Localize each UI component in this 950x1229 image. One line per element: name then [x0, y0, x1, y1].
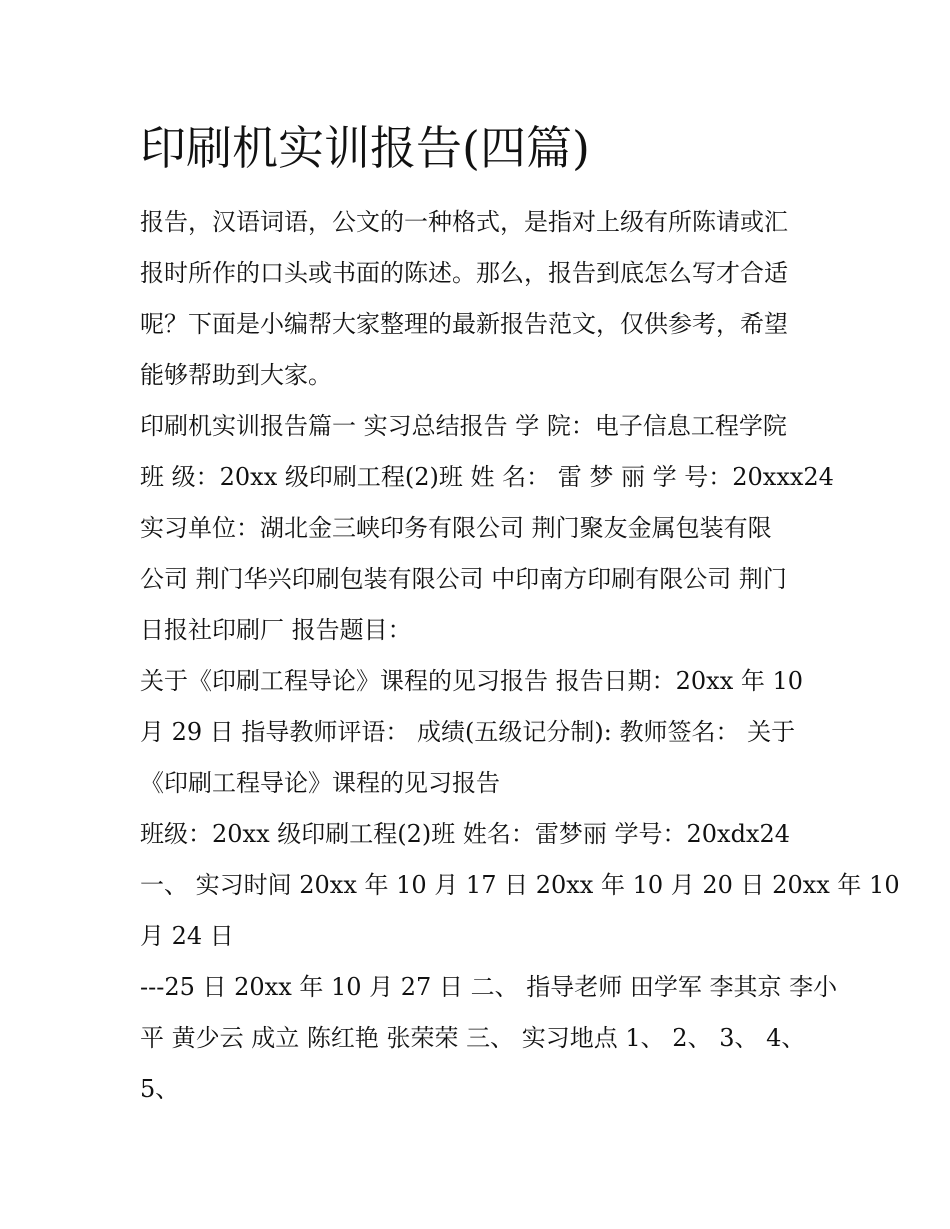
paragraph-line: 实习单位：湖北金三峡印务有限公司 荆门聚友金属包装有限 — [140, 514, 772, 542]
paragraph-line: 月 24 日 — [140, 922, 234, 950]
document-title: 印刷机实训报告(四篇) — [140, 121, 590, 175]
paragraph-line: 关于《印刷工程导论》课程的见习报告 报告日期：20xx 年 10 — [140, 667, 804, 695]
paragraph-line: 公司 荆门华兴印刷包装有限公司 中印南方印刷有限公司 荆门 — [140, 565, 787, 593]
paragraph-line: 印刷机实训报告篇一 实习总结报告 学 院：电子信息工程学院 — [140, 412, 787, 440]
paragraph-line: 能够帮助到大家。 — [140, 361, 332, 389]
paragraph-line: 《印刷工程导论》课程的见习报告 — [140, 769, 500, 797]
paragraph-line: 日报社印刷厂 报告题目： — [140, 616, 412, 644]
paragraph-line: 报时所作的口头或书面的陈述。那么，报告到底怎么写才合适 — [140, 259, 788, 287]
paragraph-line: 一、 实习时间 20xx 年 10 月 17 日 20xx 年 10 月 20 日 20xx 年 10 — [140, 871, 900, 899]
paragraph-line: 平 黄少云 成立 陈红艳 张荣荣 三、 实习地点 1、 2、 3、 4、 — [140, 1024, 806, 1052]
paragraph-line: 5、 — [140, 1075, 180, 1103]
paragraph-line: 班级：20xx 级印刷工程(2)班 姓名：雷梦丽 学号：20xdx24 — [140, 820, 791, 848]
paragraph-line: ---25 日 20xx 年 10 月 27 日 二、 指导老师 田学军 李其京 李小 — [140, 973, 838, 1001]
paragraph-line: 呢？下面是小编帮大家整理的最新报告范文，仅供参考，希望 — [140, 310, 788, 338]
paragraph-line: 月 29 日 指导教师评语： 成绩(五级记分制): 教师签名： 关于 — [140, 718, 796, 746]
paragraph-line: 报告，汉语词语，公文的一种格式，是指对上级有所陈请或汇 — [140, 208, 788, 236]
paragraph-line: 班 级：20xx 级印刷工程(2)班 姓 名： 雷 梦 丽 学 号：20xxx24 — [140, 463, 834, 491]
